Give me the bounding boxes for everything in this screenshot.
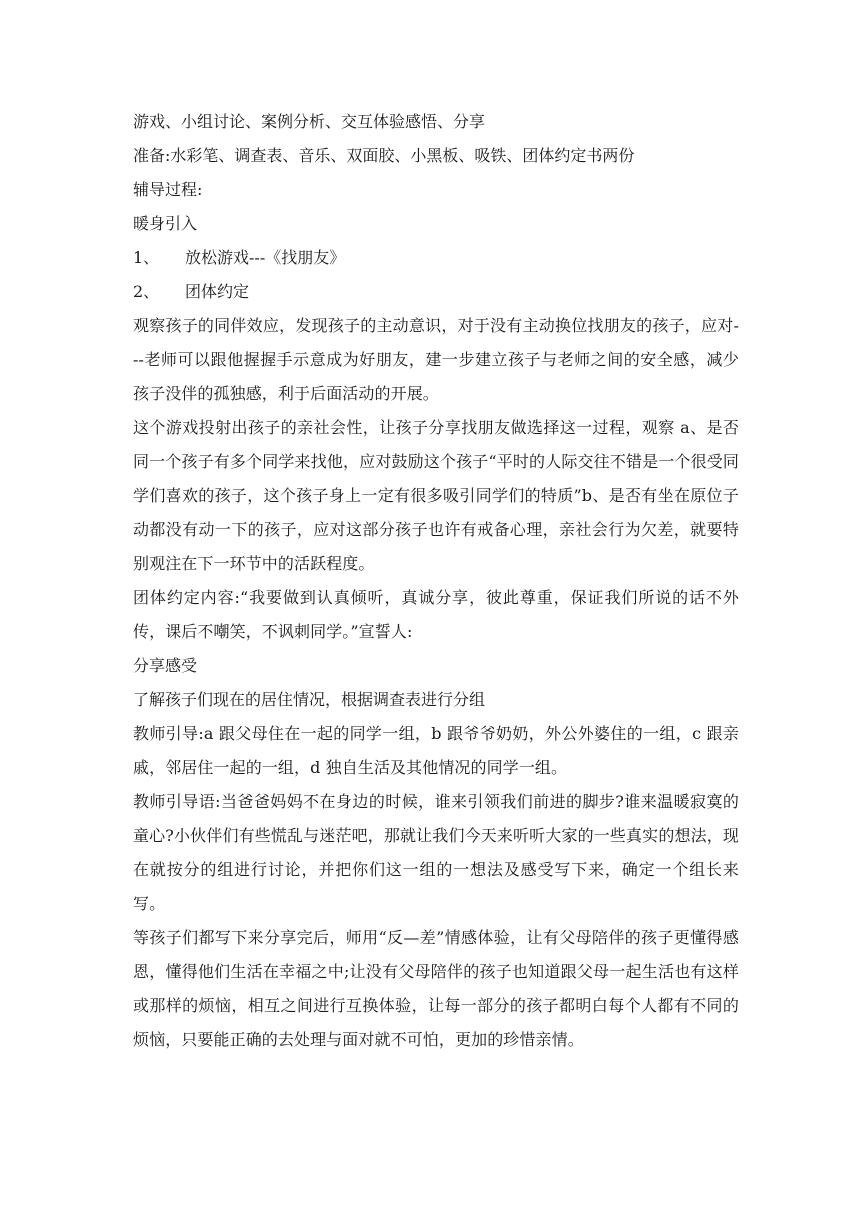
grouping-line: 了解孩子们现在的居住情况，根据调查表进行分组 <box>133 690 486 709</box>
contrast-experience-paragraph: 等孩子们都写下来分享完后，师用“反—差”情感体验，让有父母陪伴的孩子更懂得感恩，懂得他们生活在幸福之中;让没有父母陪伴的孩子也知道跟父母一起生活也有这样或那样的烦恼，相互之间进行互换体验，让每一部分的孩子都明白每个人都有不同的烦恼，只要能正确的去处理与面对就不可怕，更加的珍惜亲情。 <box>133 928 739 1049</box>
methods-line: 游戏、小组讨论、案例分析、交互体验感悟、分享 <box>133 112 486 131</box>
step-number: 2、 <box>133 282 160 301</box>
step-item <box>133 241 739 275</box>
preparation-line: 准备:水彩笔、调查表、音乐、双面胶、小黑板、吸铁、团体约定书两份 <box>133 146 635 165</box>
step-text: 团体约定 <box>185 282 250 301</box>
process-heading: 辅导过程: <box>133 180 203 199</box>
agreement-paragraph: 团体约定内容:“我要做到认真倾听，真诚分享，彼此尊重，保证我们所说的话不外传，课后不嘲笑，不讽刺同学。”宣誓人: <box>133 588 739 641</box>
warmup-heading: 暖身引入 <box>133 214 198 233</box>
document-body <box>133 105 739 1057</box>
prosocial-paragraph: 这个游戏投射出孩子的亲社会性，让孩子分享找朋友做选择这一过程，观察 a、是否同一个孩子有多个同学来找他，应对鼓励这个孩子“平时的人际交往不错是一个很受同学们喜欢的孩子，这个孩子身上一定有很多吸引同学们的特质”b、是否有坐在原位子动都没有动一下的孩子，应对这部分孩子也许有戒备心理，亲社会行为欠差，就要特别观注在下一环节中的活跃程度。 <box>133 418 739 573</box>
step-number: 1、 <box>133 248 160 267</box>
share-heading: 分享感受 <box>133 656 198 675</box>
observation-paragraph: 观察孩子的同伴效应，发现孩子的主动意识，对于没有主动换位找朋友的孩子，应对---老师可以跟他握握手示意成为好朋友，建一步建立孩子与老师之间的安全感，减少孩子没伴的孤独感，利于后面活动的开展。 <box>133 316 739 403</box>
teacher-guide-paragraph: 教师引导:a 跟父母住在一起的同学一组，b 跟爷爷奶奶，外公外婆住的一组，c 跟亲戚，邻居住一起的一组，d 独自生活及其他情况的同学一组。 <box>133 724 739 777</box>
step-text: 放松游戏---《找朋友》 <box>185 248 346 267</box>
step-item <box>133 275 739 309</box>
teacher-guide-speech-paragraph: 教师引导语:当爸爸妈妈不在身边的时候，谁来引领我们前进的脚步?谁来温暖寂寞的童心?小伙伴们有些慌乱与迷茫吧，那就让我们今天来听听大家的一些真实的想法，现在就按分的组进行讨论，并把你们这一组的一想法及感受写下来，确定一个组长来写。 <box>133 792 739 913</box>
